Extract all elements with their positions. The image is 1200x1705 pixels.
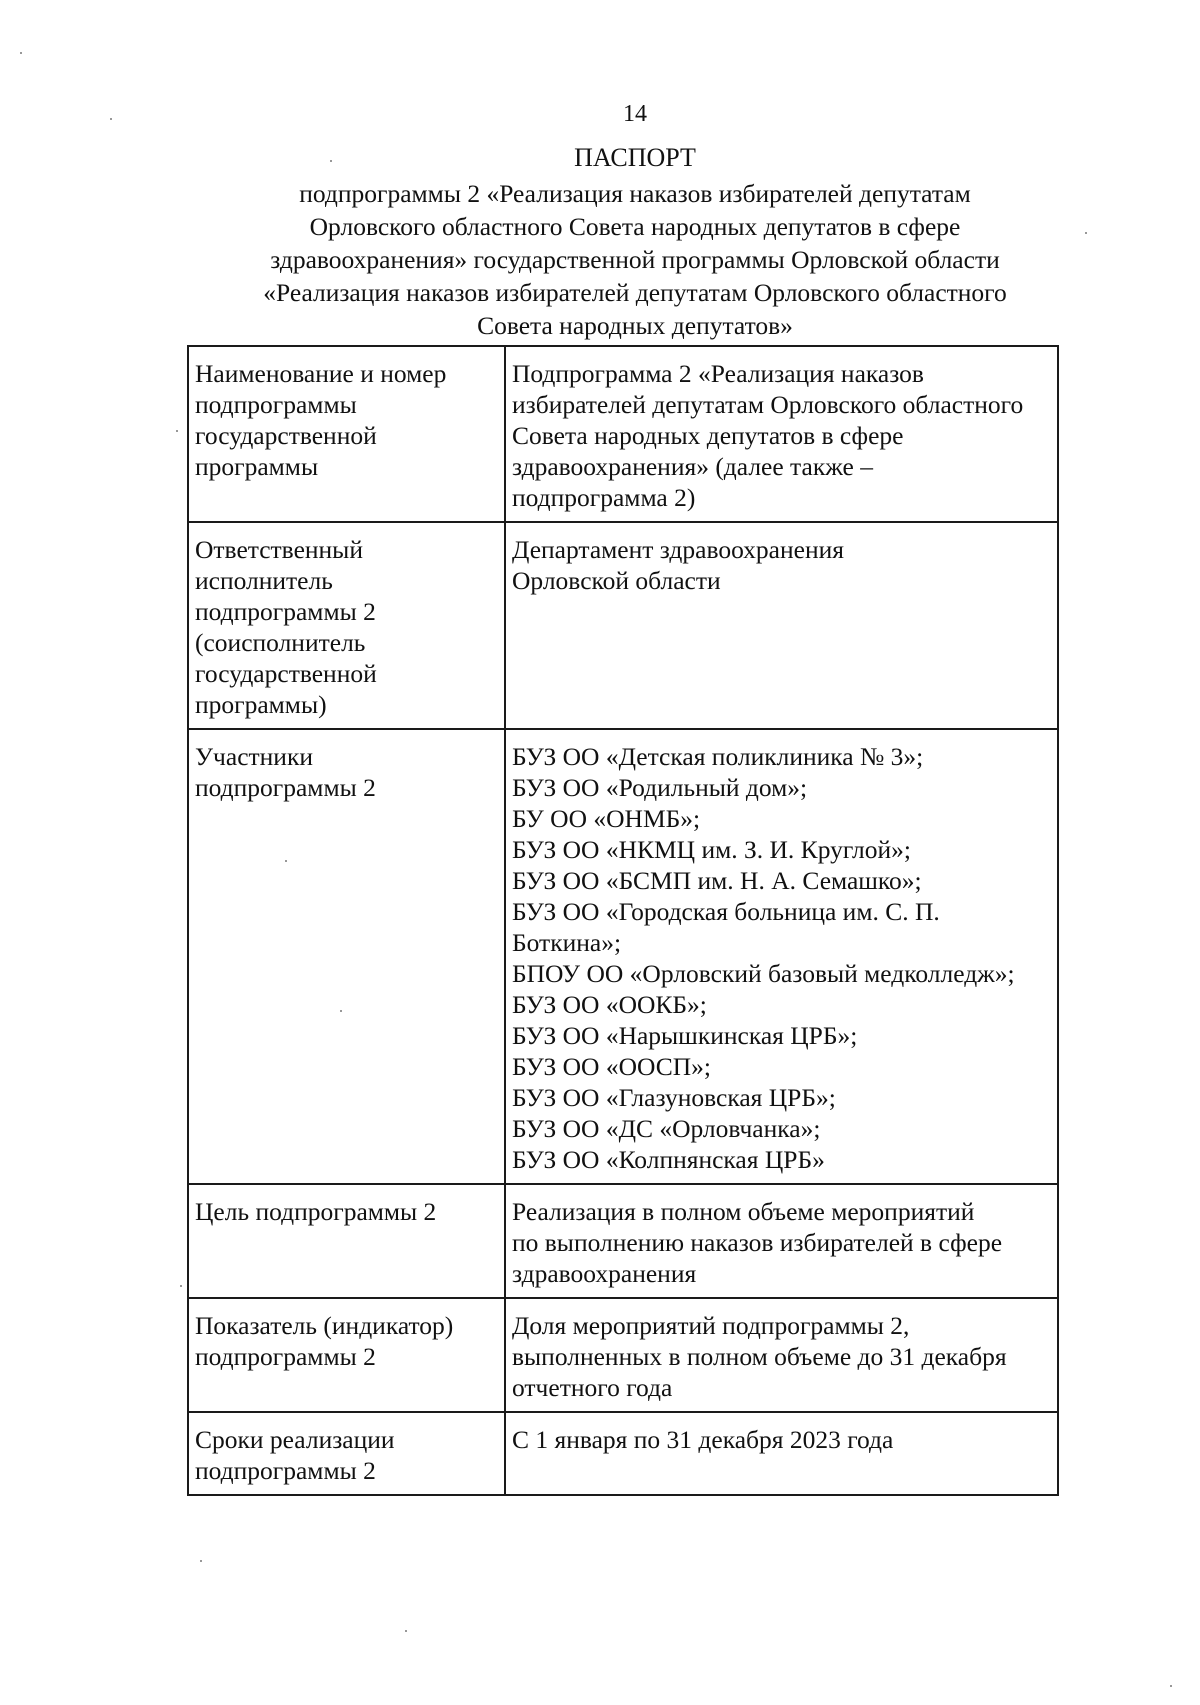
value-line: БУЗ ОО «БСМП им. Н. А. Семашко»; [512, 866, 922, 895]
scan-speck [340, 1010, 342, 1012]
label-line: подпрограммы [195, 390, 357, 419]
scan-speck [176, 430, 178, 432]
label-line: Сроки реализации [195, 1425, 395, 1454]
label-line: государственной [195, 421, 377, 450]
value-line: БУЗ ОО «НКМЦ им. З. И. Круглой»; [512, 835, 911, 864]
value-cell [505, 346, 1058, 522]
value-line: С 1 января по 31 декабря 2023 года [512, 1425, 894, 1454]
label-line: подпрограммы 2 [195, 597, 376, 626]
scan-speck [1170, 1685, 1172, 1687]
value-line: Департамент здравоохранения [512, 535, 844, 564]
label-line: подпрограммы 2 [195, 773, 376, 802]
value-line: БУЗ ОО «ООСП»; [512, 1052, 711, 1081]
value-line: здравоохранения [512, 1259, 697, 1288]
subtitle-line: здравоохранения» государственной программы Орловской области [270, 245, 1000, 274]
value-cell [505, 1184, 1058, 1298]
value-line: Реализация в полном объеме мероприятий [512, 1197, 975, 1226]
value-line: БУЗ ОО «ДС «Орловчанка»; [512, 1114, 821, 1143]
value-cell [505, 522, 1058, 729]
value-line: Подпрограмма 2 «Реализация наказов [512, 359, 924, 388]
value-line: выполненных в полном объеме до 31 декабря [512, 1342, 1007, 1371]
table-row-timeline [188, 1412, 1058, 1495]
table-row-name [188, 346, 1058, 522]
scan-speck [285, 860, 287, 862]
subtitle-line: Совета народных депутатов» [477, 311, 793, 340]
label-line: Цель подпрограммы 2 [195, 1197, 437, 1226]
scan-speck [110, 118, 112, 120]
label-cell [188, 522, 505, 729]
scan-speck [200, 1560, 202, 1562]
label-cell [188, 1184, 505, 1298]
document-subtitle [215, 177, 1055, 342]
label-line: Показатель (индикатор) [195, 1311, 454, 1340]
table-row-participants [188, 729, 1058, 1184]
table-row-indicator [188, 1298, 1058, 1412]
value-line: БУ ОО «ОНМБ»; [512, 804, 701, 833]
label-cell [188, 1412, 505, 1495]
value-line: избирателей депутатам Орловского областного [512, 390, 1024, 419]
label-line: исполнитель [195, 566, 333, 595]
scan-speck [180, 1285, 182, 1287]
scan-speck [330, 160, 332, 162]
value-line: Орловской области [512, 566, 721, 595]
label-cell [188, 729, 505, 1184]
value-line: подпрограмма 2) [512, 483, 696, 512]
table-row-executor [188, 522, 1058, 729]
value-cell [505, 1298, 1058, 1412]
value-line: по выполнению наказов избирателей в сфере [512, 1228, 1003, 1257]
value-line: отчетного года [512, 1373, 673, 1402]
scan-speck [405, 1630, 407, 1632]
table-row-goal [188, 1184, 1058, 1298]
label-cell [188, 346, 505, 522]
label-line: подпрограммы 2 [195, 1342, 376, 1371]
value-line: БУЗ ОО «Колпнянская ЦРБ» [512, 1145, 825, 1174]
label-cell [188, 1298, 505, 1412]
subtitle-line: подпрограммы 2 «Реализация наказов избирателей депутатам [299, 179, 971, 208]
page-number: 14 [623, 101, 647, 127]
label-line: Участники [195, 742, 313, 771]
value-line: БУЗ ОО «Детская поликлиника № 3»; [512, 742, 924, 771]
label-line: Наименование и номер [195, 359, 447, 388]
value-line: БПОУ ОО «Орловский базовый медколледж»; [512, 959, 1015, 988]
scan-speck [1085, 232, 1087, 234]
value-line: БУЗ ОО «ООКБ»; [512, 990, 707, 1019]
label-line: программы [195, 452, 319, 481]
passport-table [187, 345, 1059, 1496]
scan-speck [20, 52, 22, 54]
label-line: подпрограммы 2 [195, 1456, 376, 1485]
value-cell [505, 1412, 1058, 1495]
label-line: государственной [195, 659, 377, 688]
value-line: БУЗ ОО «Родильный дом»; [512, 773, 808, 802]
document-title: ПАСПОРТ [574, 143, 696, 172]
value-line: БУЗ ОО «Глазуновская ЦРБ»; [512, 1083, 836, 1112]
label-line: (соисполнитель [195, 628, 366, 657]
subtitle-line: Орловского областного Совета народных депутатов в сфере [309, 212, 961, 241]
value-line: Боткина»; [512, 928, 622, 957]
value-cell [505, 729, 1058, 1184]
subtitle-line: «Реализация наказов избирателей депутатам Орловского областного [263, 278, 1007, 307]
value-line: БУЗ ОО «Городская больница им. С. П. [512, 897, 940, 926]
value-line: Доля мероприятий подпрограммы 2, [512, 1311, 910, 1340]
value-line: Совета народных депутатов в сфере [512, 421, 904, 450]
label-line: программы) [195, 690, 327, 719]
label-line: Ответственный [195, 535, 363, 564]
value-line: здравоохранения» (далее также – [512, 452, 873, 481]
value-line: БУЗ ОО «Нарышкинская ЦРБ»; [512, 1021, 858, 1050]
